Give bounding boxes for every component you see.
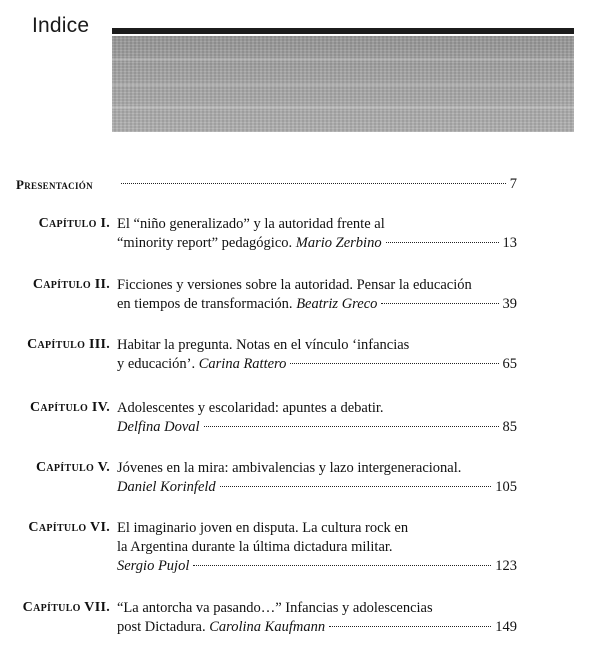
entry-label: Capítulo I. xyxy=(38,216,110,231)
dot-leader xyxy=(381,303,498,304)
page-number: 85 xyxy=(502,419,517,435)
entry-label: Capítulo IV. xyxy=(29,400,110,415)
entry-title-line: “La antorcha va pasando…” Infancias y adolescencias xyxy=(117,600,433,616)
page-number: 65 xyxy=(502,356,517,372)
page-number: 105 xyxy=(495,479,517,495)
entry-label: Capítulo VI. xyxy=(28,520,110,535)
entry-label: Capítulo V. xyxy=(35,460,110,475)
entry-author: Carolina Kaufmann xyxy=(209,619,326,635)
dot-leader xyxy=(193,565,491,566)
entry-title-line: post Dictadura. xyxy=(117,619,206,635)
header-banner-image xyxy=(112,36,574,132)
entry-label: Capítulo VII. xyxy=(22,600,110,615)
dot-leader xyxy=(204,426,499,427)
entry-label: Capítulo II. xyxy=(32,277,110,292)
entry-author: Daniel Korinfeld xyxy=(117,479,216,495)
title-rule xyxy=(112,28,574,34)
entry-author: Carina Rattero xyxy=(198,356,287,372)
page-number: 123 xyxy=(495,558,517,574)
dot-leader xyxy=(121,183,506,184)
entry-title-line: “minority report” pedagógico. xyxy=(117,235,293,251)
dot-leader xyxy=(329,626,491,627)
dot-leader xyxy=(290,363,498,364)
page-number: 13 xyxy=(502,235,517,251)
entry-title-line: Ficciones y versiones sobre la autoridad. Pensar la educación xyxy=(117,277,472,293)
page-number: 149 xyxy=(495,619,517,635)
entry-title-line: Jóvenes en la mira: ambivalencias y lazo intergeneracional. xyxy=(117,460,462,476)
entry-author: Beatriz Greco xyxy=(296,296,378,312)
dot-leader xyxy=(386,242,499,243)
entry-title-line: y educación’. xyxy=(117,356,196,372)
entry-author: Mario Zerbino xyxy=(295,235,382,251)
entry-title-line: El imaginario joven en disputa. La cultura rock en xyxy=(117,520,409,536)
entry-title-line: la Argentina durante la última dictadura militar. xyxy=(117,539,393,555)
entry-title-line: Habitar la pregunta. Notas en el vínculo ‘infancias xyxy=(117,337,410,353)
entry-title-line: Adolescentes y escolaridad: apuntes a debatir. xyxy=(117,400,384,416)
entry-label: Presentación xyxy=(16,177,93,192)
entry-author: Delfina Doval xyxy=(117,419,200,435)
dot-leader xyxy=(220,486,492,487)
entry-label: Capítulo III. xyxy=(27,337,110,352)
page-title: Indice xyxy=(32,14,90,37)
page-number: 7 xyxy=(509,176,517,192)
entry-title-line: en tiempos de transformación. xyxy=(117,296,293,312)
entry-author: Sergio Pujol xyxy=(117,558,190,574)
entry-title-line: El “niño generalizado” y la autoridad frente al xyxy=(117,216,385,232)
page-number: 39 xyxy=(502,296,517,312)
